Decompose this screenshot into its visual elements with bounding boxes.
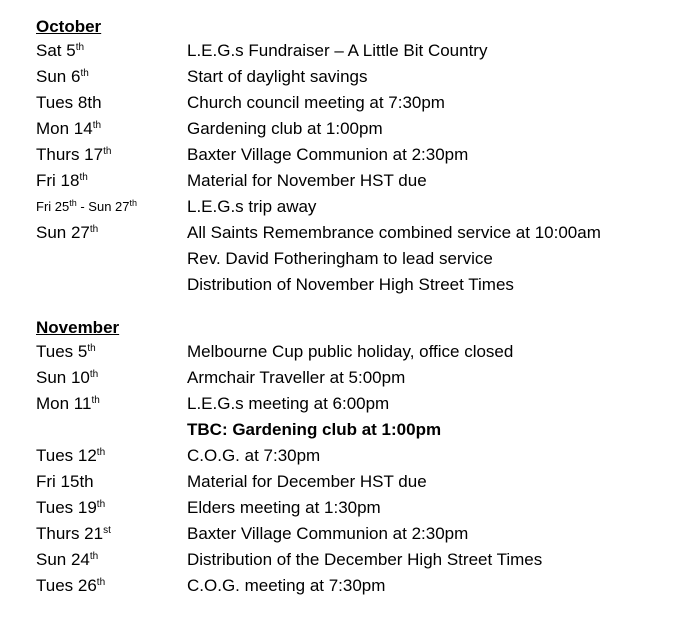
- event-date: Fri 18th: [36, 171, 88, 190]
- event-description: Elders meeting at 1:30pm: [187, 498, 381, 517]
- event-date: Tues 8th: [36, 93, 102, 112]
- event-date: Tues 19th: [36, 498, 106, 517]
- event-date: Mon 14th: [36, 119, 102, 138]
- calendar-row: [36, 64, 686, 90]
- event-date: Sun 27th: [36, 223, 99, 242]
- event-description: Melbourne Cup public holiday, office closed: [187, 342, 514, 361]
- event-description: Gardening club at 1:00pm: [187, 119, 383, 138]
- event-date: Fri 15th: [36, 472, 94, 491]
- calendar-row: [36, 90, 686, 116]
- event-description: Material for November HST due: [187, 171, 427, 190]
- event-description: Baxter Village Communion at 2:30pm: [187, 145, 469, 164]
- event-description: All Saints Remembrance combined service at 10:00am: [187, 223, 601, 242]
- event-date: Sat 5th: [36, 41, 85, 60]
- event-date: Mon 11th: [36, 394, 100, 413]
- month-heading-november: November: [36, 318, 120, 337]
- event-description: Rev. David Fotheringham to lead service: [187, 249, 493, 268]
- event-date: Thurs 21st: [36, 524, 111, 543]
- event-date: Tues 5th: [36, 342, 96, 361]
- calendar-row: [36, 168, 686, 194]
- event-date: [36, 417, 187, 443]
- calendar-row: [36, 38, 686, 64]
- calendar-row: [36, 365, 686, 391]
- event-date: Sun 10th: [36, 368, 99, 387]
- event-description: Start of daylight savings: [187, 67, 368, 86]
- event-description: L.E.G.s trip away: [187, 197, 317, 216]
- event-date: [36, 272, 187, 298]
- event-date: Sun 6th: [36, 67, 89, 86]
- calendar-row: [36, 339, 686, 365]
- event-date: [36, 246, 187, 272]
- section-spacer: [36, 298, 686, 317]
- event-date: Tues 12th: [36, 446, 106, 465]
- event-date: Sun 24th: [36, 550, 99, 569]
- calendar-row: [36, 495, 686, 521]
- event-description: C.O.G. at 7:30pm: [187, 446, 321, 465]
- event-description: Church council meeting at 7:30pm: [187, 93, 445, 112]
- event-description: Distribution of the December High Street Times: [187, 550, 543, 569]
- event-description: Baxter Village Communion at 2:30pm: [187, 524, 469, 543]
- calendar-row: [36, 443, 686, 469]
- event-description: Armchair Traveller at 5:00pm: [187, 368, 406, 387]
- calendar-row: [36, 116, 686, 142]
- event-description-tbc: TBC: Gardening club at 1:00pm: [187, 420, 442, 439]
- calendar-row: [36, 142, 686, 168]
- calendar-row: [36, 417, 686, 443]
- calendar-row: [36, 573, 686, 599]
- event-description: L.E.G.s meeting at 6:00pm: [187, 394, 390, 413]
- calendar-row: [36, 521, 686, 547]
- calendar-row: [36, 246, 686, 272]
- event-description: C.O.G. meeting at 7:30pm: [187, 576, 386, 595]
- calendar-row: [36, 469, 686, 495]
- event-description: Distribution of November High Street Times: [187, 275, 514, 294]
- event-date: Tues 26th: [36, 576, 106, 595]
- calendar-row: [36, 272, 686, 298]
- calendar-row: [36, 547, 686, 573]
- calendar-row: [36, 220, 686, 246]
- event-description: Material for December HST due: [187, 472, 427, 491]
- calendar-row: [36, 391, 686, 417]
- event-date: Thurs 17th: [36, 145, 112, 164]
- month-heading-october: October: [36, 17, 102, 36]
- event-date-range: Fri 25th - Sun 27th: [36, 198, 138, 214]
- calendar-document: [36, 16, 686, 599]
- event-description: L.E.G.s Fundraiser – A Little Bit Country: [187, 41, 488, 60]
- calendar-row: [36, 194, 686, 220]
